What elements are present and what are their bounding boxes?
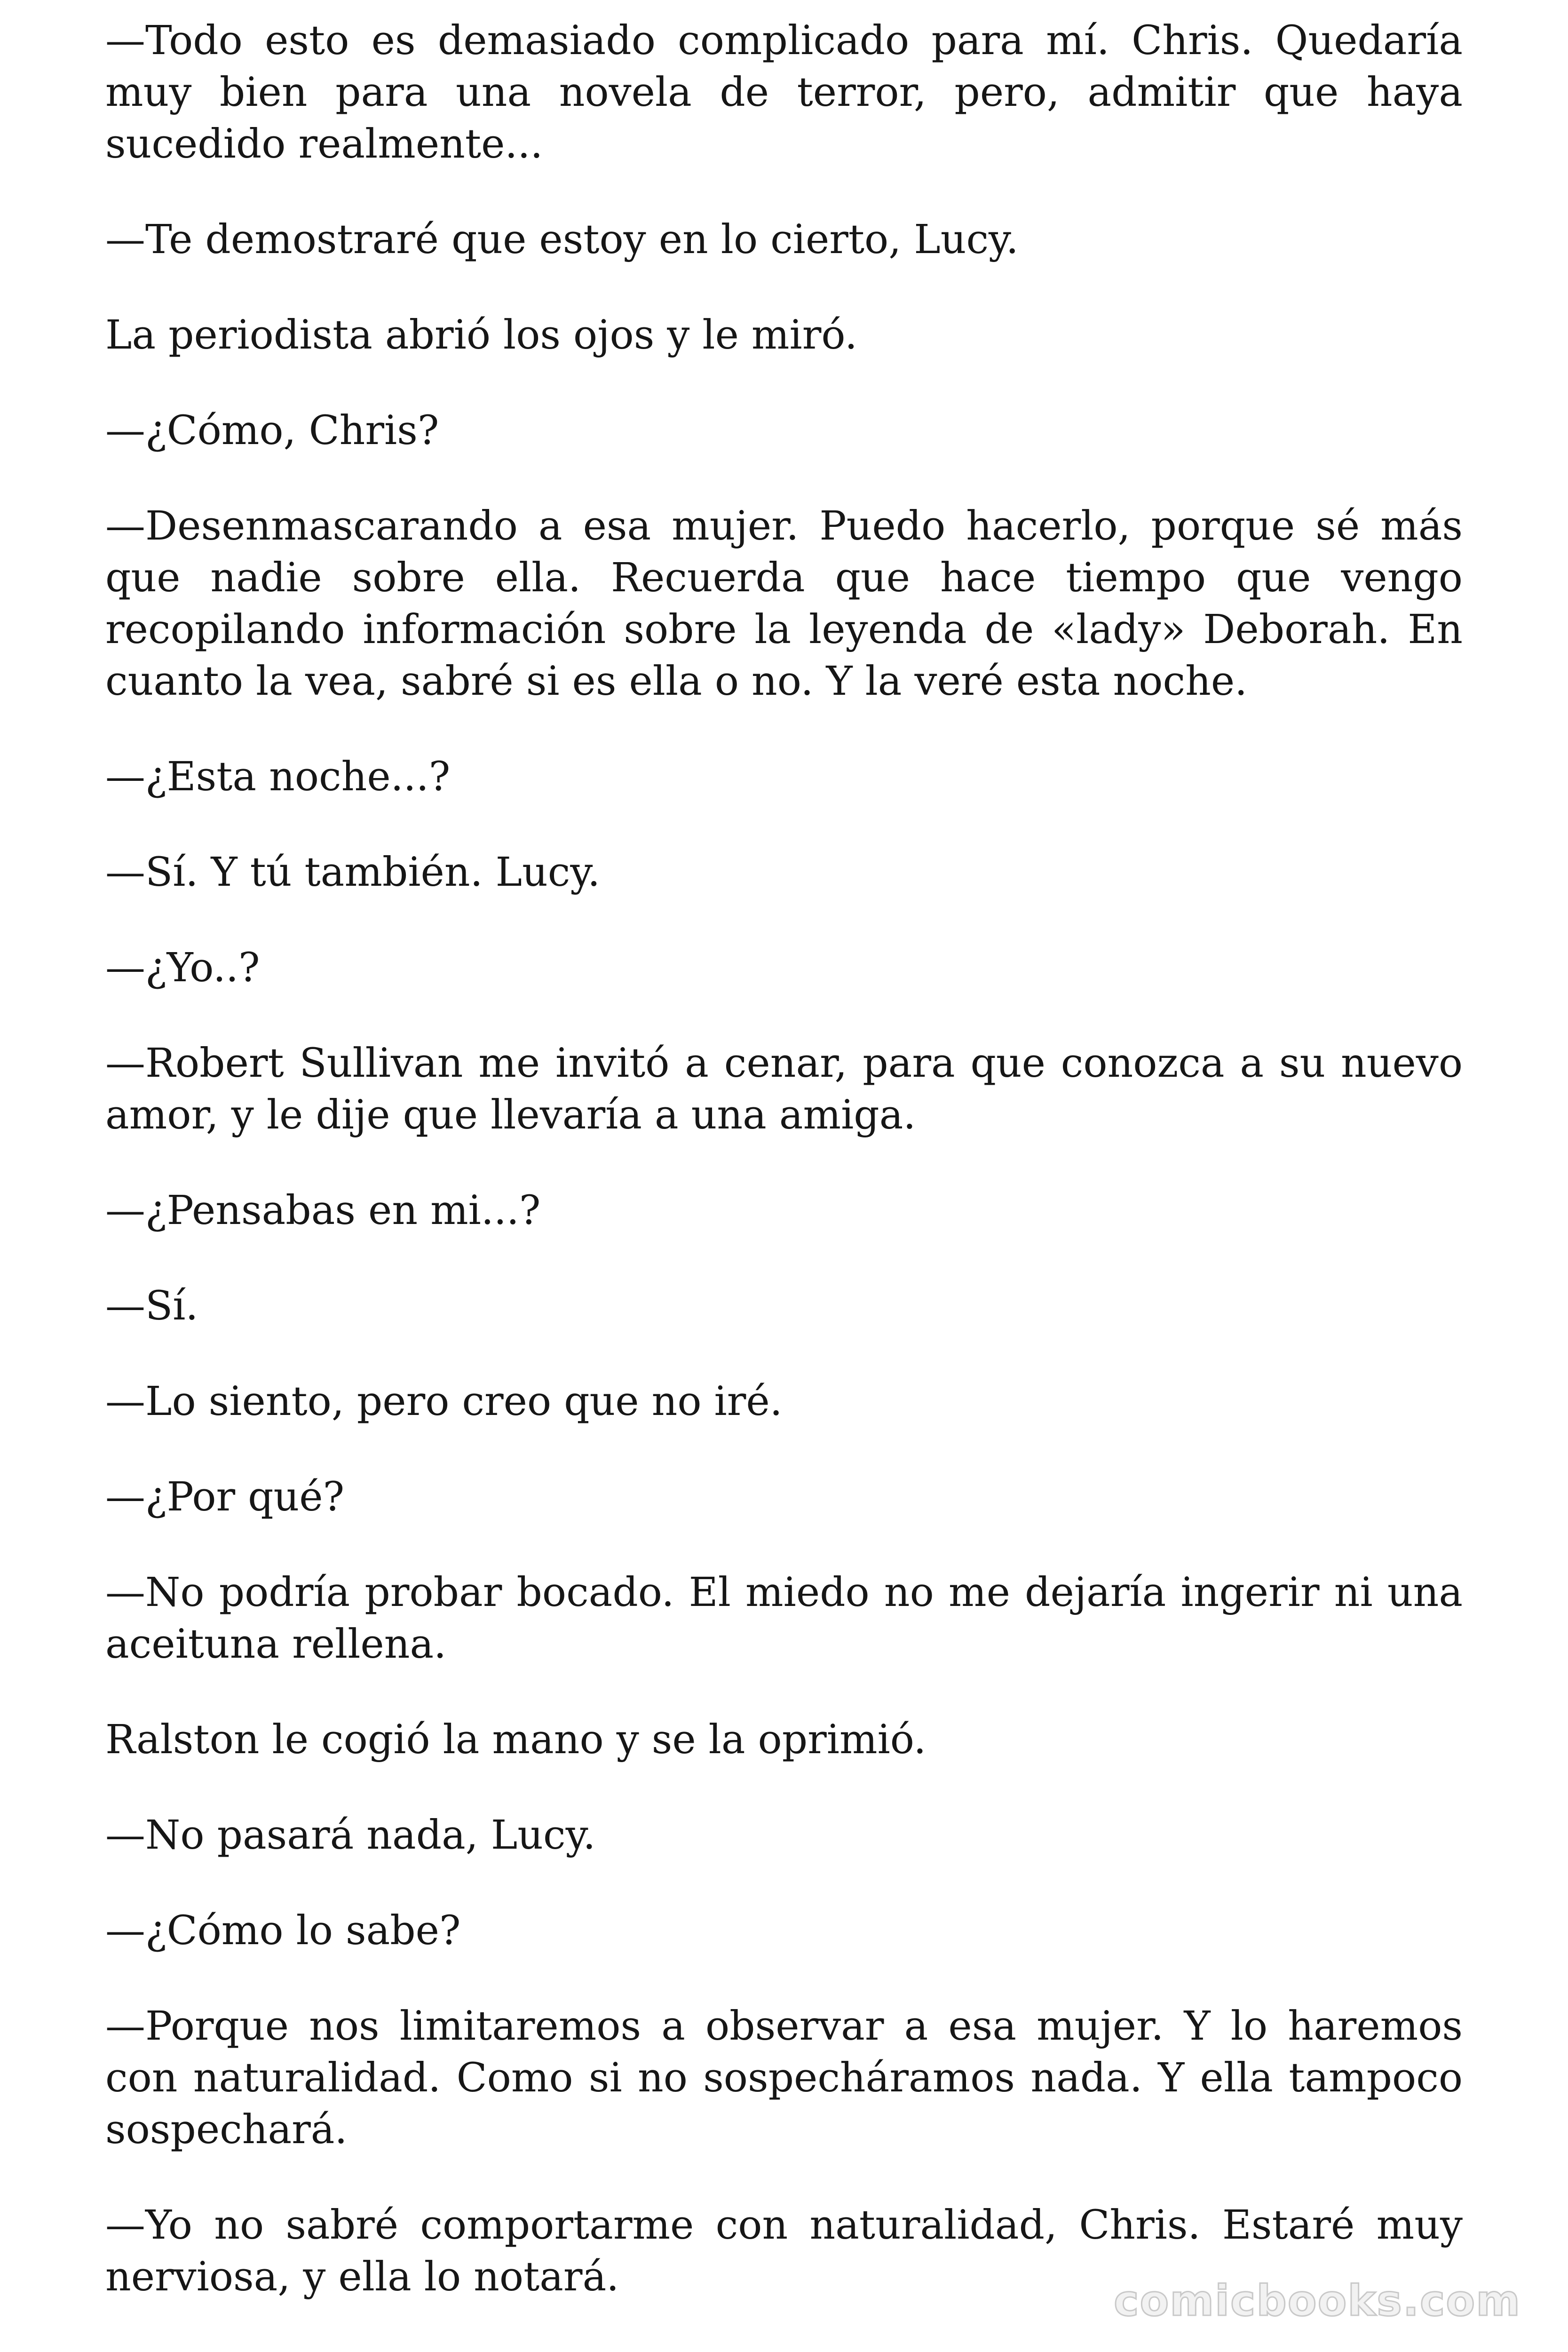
- watermark: comicbooks.com: [1114, 2276, 1521, 2326]
- paragraph: —Porque nos limitaremos a observar a esa mujer. Y lo haremos con naturalidad. Como si no sospecháramos nada. Y ella tampoco sospechará.: [105, 2003, 1463, 2153]
- paragraph: —Sí.: [105, 1283, 198, 1329]
- paragraph: —¿Esta noche...?: [105, 754, 451, 800]
- paragraph: —Te demostraré que estoy en lo cierto, Lucy.: [105, 216, 1019, 263]
- paragraph: La periodista abrió los ojos y le miró.: [105, 312, 858, 358]
- paragraph: —Yo no sabré comportarme con naturalidad, Chris. Estaré muy nerviosa, y ella lo notará.: [105, 2202, 1463, 2300]
- paragraph: —Todo esto es demasiado complicado para mí. Chris. Quedaría muy bien para una novela de terror, pero, admitir que haya sucedido realmente...: [105, 17, 1463, 167]
- paragraph: —Sí. Y tú también. Lucy.: [105, 849, 601, 896]
- paragraph: —¿Cómo, Chris?: [105, 407, 439, 454]
- paragraph: —¿Cómo lo sabe?: [105, 1907, 461, 1954]
- paragraph: Ralston le cogió la mano y se la oprimió.: [105, 1716, 927, 1763]
- paragraph: —¿Por qué?: [105, 1474, 345, 1520]
- paragraph: —Robert Sullivan me invitó a cenar, para que conozca a su nuevo amor, y le dije que llevaría a una amiga.: [105, 1040, 1463, 1138]
- paragraph: —No podría probar bocado. El miedo no me dejaría ingerir ni una aceituna rellena.: [105, 1569, 1463, 1668]
- paragraph: —¿Pensabas en mi...?: [105, 1187, 541, 1234]
- paragraph: —¿Yo..?: [105, 945, 260, 991]
- paragraph: —Lo siento, pero creo que no iré.: [105, 1378, 783, 1425]
- paragraph: —Desenmascarando a esa mujer. Puedo hacerlo, porque sé más que nadie sobre ella. Recuerda que hace tiempo que vengo recopilando información sobre la leyenda de «lady» Deborah. En cuanto la vea, sabré si es ella o no. Y la veré esta noche.: [105, 503, 1463, 705]
- paragraph: —No pasará nada, Lucy.: [105, 1812, 596, 1859]
- book-page: [105, 15, 1463, 2347]
